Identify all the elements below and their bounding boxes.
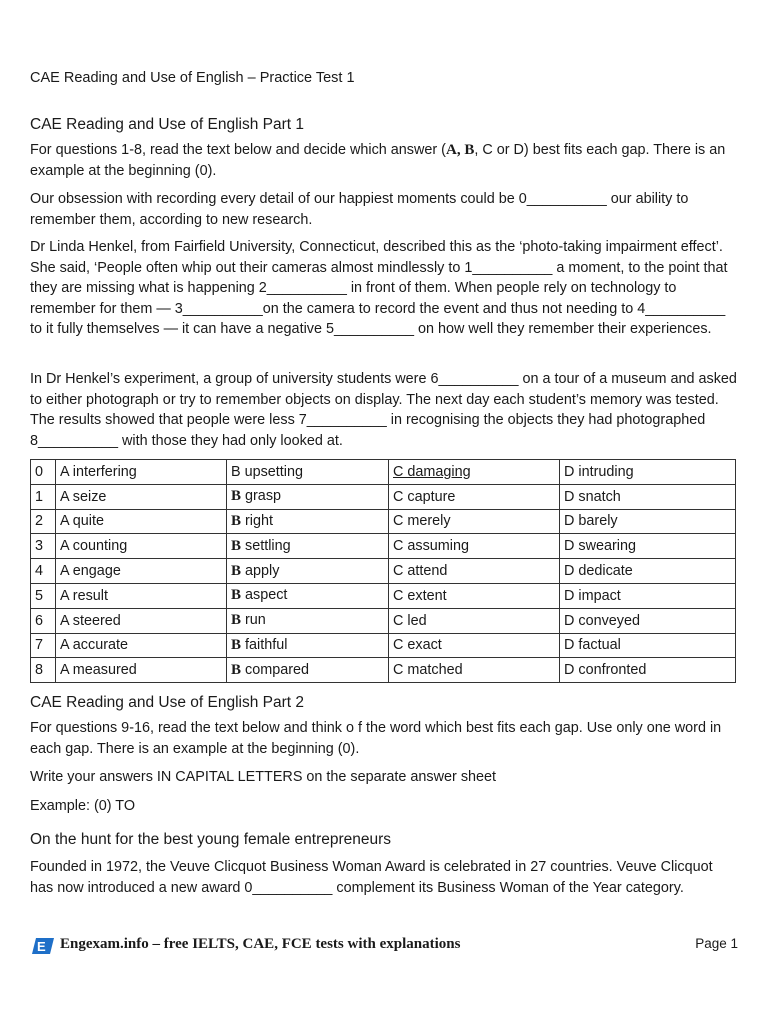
option-a-text: A interfering	[60, 463, 137, 480]
part2-instructions: For questions 9-16, read the text below and think o f the word which best fits each gap. Use only one word in each gap. There is an example at the beginning (0).	[30, 720, 722, 757]
option-a	[56, 534, 227, 559]
option-b	[227, 633, 389, 658]
option-d-text: D dedicate	[564, 563, 633, 580]
option-a-text: A engage	[60, 563, 121, 580]
part2-example: Example: (0) TO	[30, 798, 136, 814]
answer-options-table	[30, 459, 736, 683]
question-number-text: 0	[35, 463, 44, 480]
option-b	[227, 509, 389, 534]
option-b-letter: B	[231, 488, 242, 505]
question-number-text: 1	[35, 488, 44, 505]
option-row-8	[31, 658, 736, 683]
question-number	[31, 509, 56, 534]
option-c-text: C damaging	[393, 463, 471, 480]
article-title: On the hunt for the best young female entrepreneurs	[30, 831, 392, 848]
option-c	[389, 460, 560, 485]
page-number: Page 1	[695, 936, 738, 951]
question-number-text: 8	[35, 662, 44, 679]
option-c	[389, 534, 560, 559]
option-b-text: faithful	[241, 636, 288, 653]
option-a	[56, 633, 227, 658]
option-d-text: D intruding	[564, 463, 634, 480]
option-d-text: D conveyed	[564, 612, 640, 629]
option-row-3	[31, 534, 736, 559]
part2-capitals-note: Write your answers IN CAPITAL LETTERS on the separate answer sheet	[30, 769, 497, 785]
option-b	[227, 460, 389, 485]
option-d-text: D impact	[564, 587, 621, 604]
option-c	[389, 484, 560, 509]
option-c-text: C extent	[393, 587, 447, 604]
logo-letter: E	[37, 939, 46, 954]
option-c-text: C merely	[393, 513, 451, 530]
option-a-text: A steered	[60, 612, 121, 629]
option-row-2	[31, 509, 736, 534]
option-a	[56, 484, 227, 509]
option-a-text: A accurate	[60, 637, 128, 654]
option-row-7	[31, 633, 736, 658]
option-c-text: C matched	[393, 662, 463, 679]
option-c-text: C capture	[393, 488, 456, 505]
option-d	[560, 633, 736, 658]
option-c-text: C led	[393, 612, 427, 629]
option-b-letter: B	[231, 636, 242, 653]
option-d-text: D factual	[564, 637, 621, 654]
option-d	[560, 509, 736, 534]
option-d	[560, 534, 736, 559]
question-number-text: 6	[35, 612, 44, 629]
option-c-text: C assuming	[393, 538, 469, 555]
option-a	[56, 460, 227, 485]
option-b-letter: B	[231, 537, 242, 554]
page-footer	[30, 935, 738, 957]
option-d	[560, 559, 736, 584]
option-b-text: settling	[241, 537, 291, 554]
option-row-1	[31, 484, 736, 509]
question-number	[31, 484, 56, 509]
option-b-letter: B	[231, 587, 242, 604]
part1-paragraph-3: In Dr Henkel’s experiment, a group of university students were 6__________ on a tour of a museum and asked to either photograph or try to remember objects on display. The next day each student’s memory was tested. The results showed that people were less 7__________ in recognising the objects they had photographed 8__________ with those they had only looked at.	[30, 371, 737, 449]
option-c-text: C exact	[393, 637, 442, 654]
footer-site-text: Engexam.info – free IELTS, CAE, FCE tests with explanations	[60, 936, 461, 952]
option-a	[56, 658, 227, 683]
option-a	[56, 608, 227, 633]
option-c	[389, 633, 560, 658]
option-b	[227, 559, 389, 584]
question-number	[31, 559, 56, 584]
document-title: CAE Reading and Use of English – Practice Test 1	[30, 70, 355, 86]
part1-paragraph-1: Our obsession with recording every detail of our happiest moments could be 0__________ our ability to remember them, according to new research.	[30, 191, 689, 228]
option-d-text: D swearing	[564, 538, 636, 555]
question-number	[31, 583, 56, 608]
option-c	[389, 583, 560, 608]
option-b-letter: B	[231, 661, 242, 678]
question-number	[31, 608, 56, 633]
option-b	[227, 534, 389, 559]
option-d-text: D barely	[564, 513, 618, 530]
option-a-text: A measured	[60, 662, 137, 679]
question-number	[31, 460, 56, 485]
option-d	[560, 658, 736, 683]
option-b-text: B upsetting	[231, 463, 304, 480]
option-a	[56, 559, 227, 584]
option-a-text: A result	[60, 587, 108, 604]
option-a	[56, 509, 227, 534]
option-row-0	[31, 460, 736, 485]
option-b-text: grasp	[241, 488, 282, 505]
option-d	[560, 484, 736, 509]
question-number-text: 4	[35, 563, 44, 580]
option-a	[56, 583, 227, 608]
option-row-4	[31, 559, 736, 584]
option-b-text: right	[241, 512, 274, 529]
option-b	[227, 583, 389, 608]
option-b	[227, 484, 389, 509]
option-a-text: A quite	[60, 513, 105, 530]
option-c-text: C attend	[393, 563, 448, 580]
option-a-text: A seize	[60, 488, 107, 505]
option-c	[389, 608, 560, 633]
question-number-text: 3	[35, 538, 44, 555]
part1-instructions: For questions 1-8, read the text below and decide which answer (A, B, C or D) best fits each gap. There is an example at the beginning (0).	[30, 142, 726, 179]
option-b-letter: B	[231, 562, 242, 579]
option-b-text: compared	[241, 661, 310, 678]
option-b-text: run	[241, 612, 266, 629]
option-d-text: D confronted	[564, 662, 647, 679]
option-b-letter: B	[231, 512, 242, 529]
option-d	[560, 608, 736, 633]
question-number-text: 5	[35, 587, 44, 604]
option-b-letter: B	[231, 612, 242, 629]
option-d	[560, 583, 736, 608]
question-number	[31, 534, 56, 559]
part1-paragraph-2: Dr Linda Henkel, from Fairfield University, Connecticut, described this as the ‘photo-taking impairment effect’. She said, ‘People often whip out their cameras almost mindlessly to 1__________ a moment, to the point that they are missing what is happening 2__________ in front of them. When people rely on technology to remember for them — 3__________on the camera to record the event and thus not needing to 4__________ to it fully themselves — it can have a negative 5__________ on how well they remember their experiences.	[30, 239, 728, 337]
option-d	[560, 460, 736, 485]
part2-heading: CAE Reading and Use of English Part 2	[30, 694, 304, 711]
part1-heading: CAE Reading and Use of English Part 1	[30, 116, 304, 133]
option-b	[227, 658, 389, 683]
option-b-text: apply	[241, 562, 280, 579]
option-a-text: A counting	[60, 538, 128, 555]
option-d-text: D snatch	[564, 488, 621, 505]
option-row-6	[31, 608, 736, 633]
option-row-5	[31, 583, 736, 608]
question-number-text: 2	[35, 513, 44, 530]
question-number-text: 7	[35, 637, 44, 654]
option-b-text: aspect	[241, 587, 288, 604]
option-b	[227, 608, 389, 633]
question-number	[31, 658, 56, 683]
option-c	[389, 509, 560, 534]
article-paragraph: Founded in 1972, the Veuve Clicquot Business Woman Award is celebrated in 27 countries. Veuve Clicquot has now introduced a new award 0__________ complement its Business Woman of the Year category.	[30, 859, 713, 896]
engexam-logo-icon	[32, 938, 54, 954]
question-number	[31, 633, 56, 658]
option-c	[389, 559, 560, 584]
option-c	[389, 658, 560, 683]
